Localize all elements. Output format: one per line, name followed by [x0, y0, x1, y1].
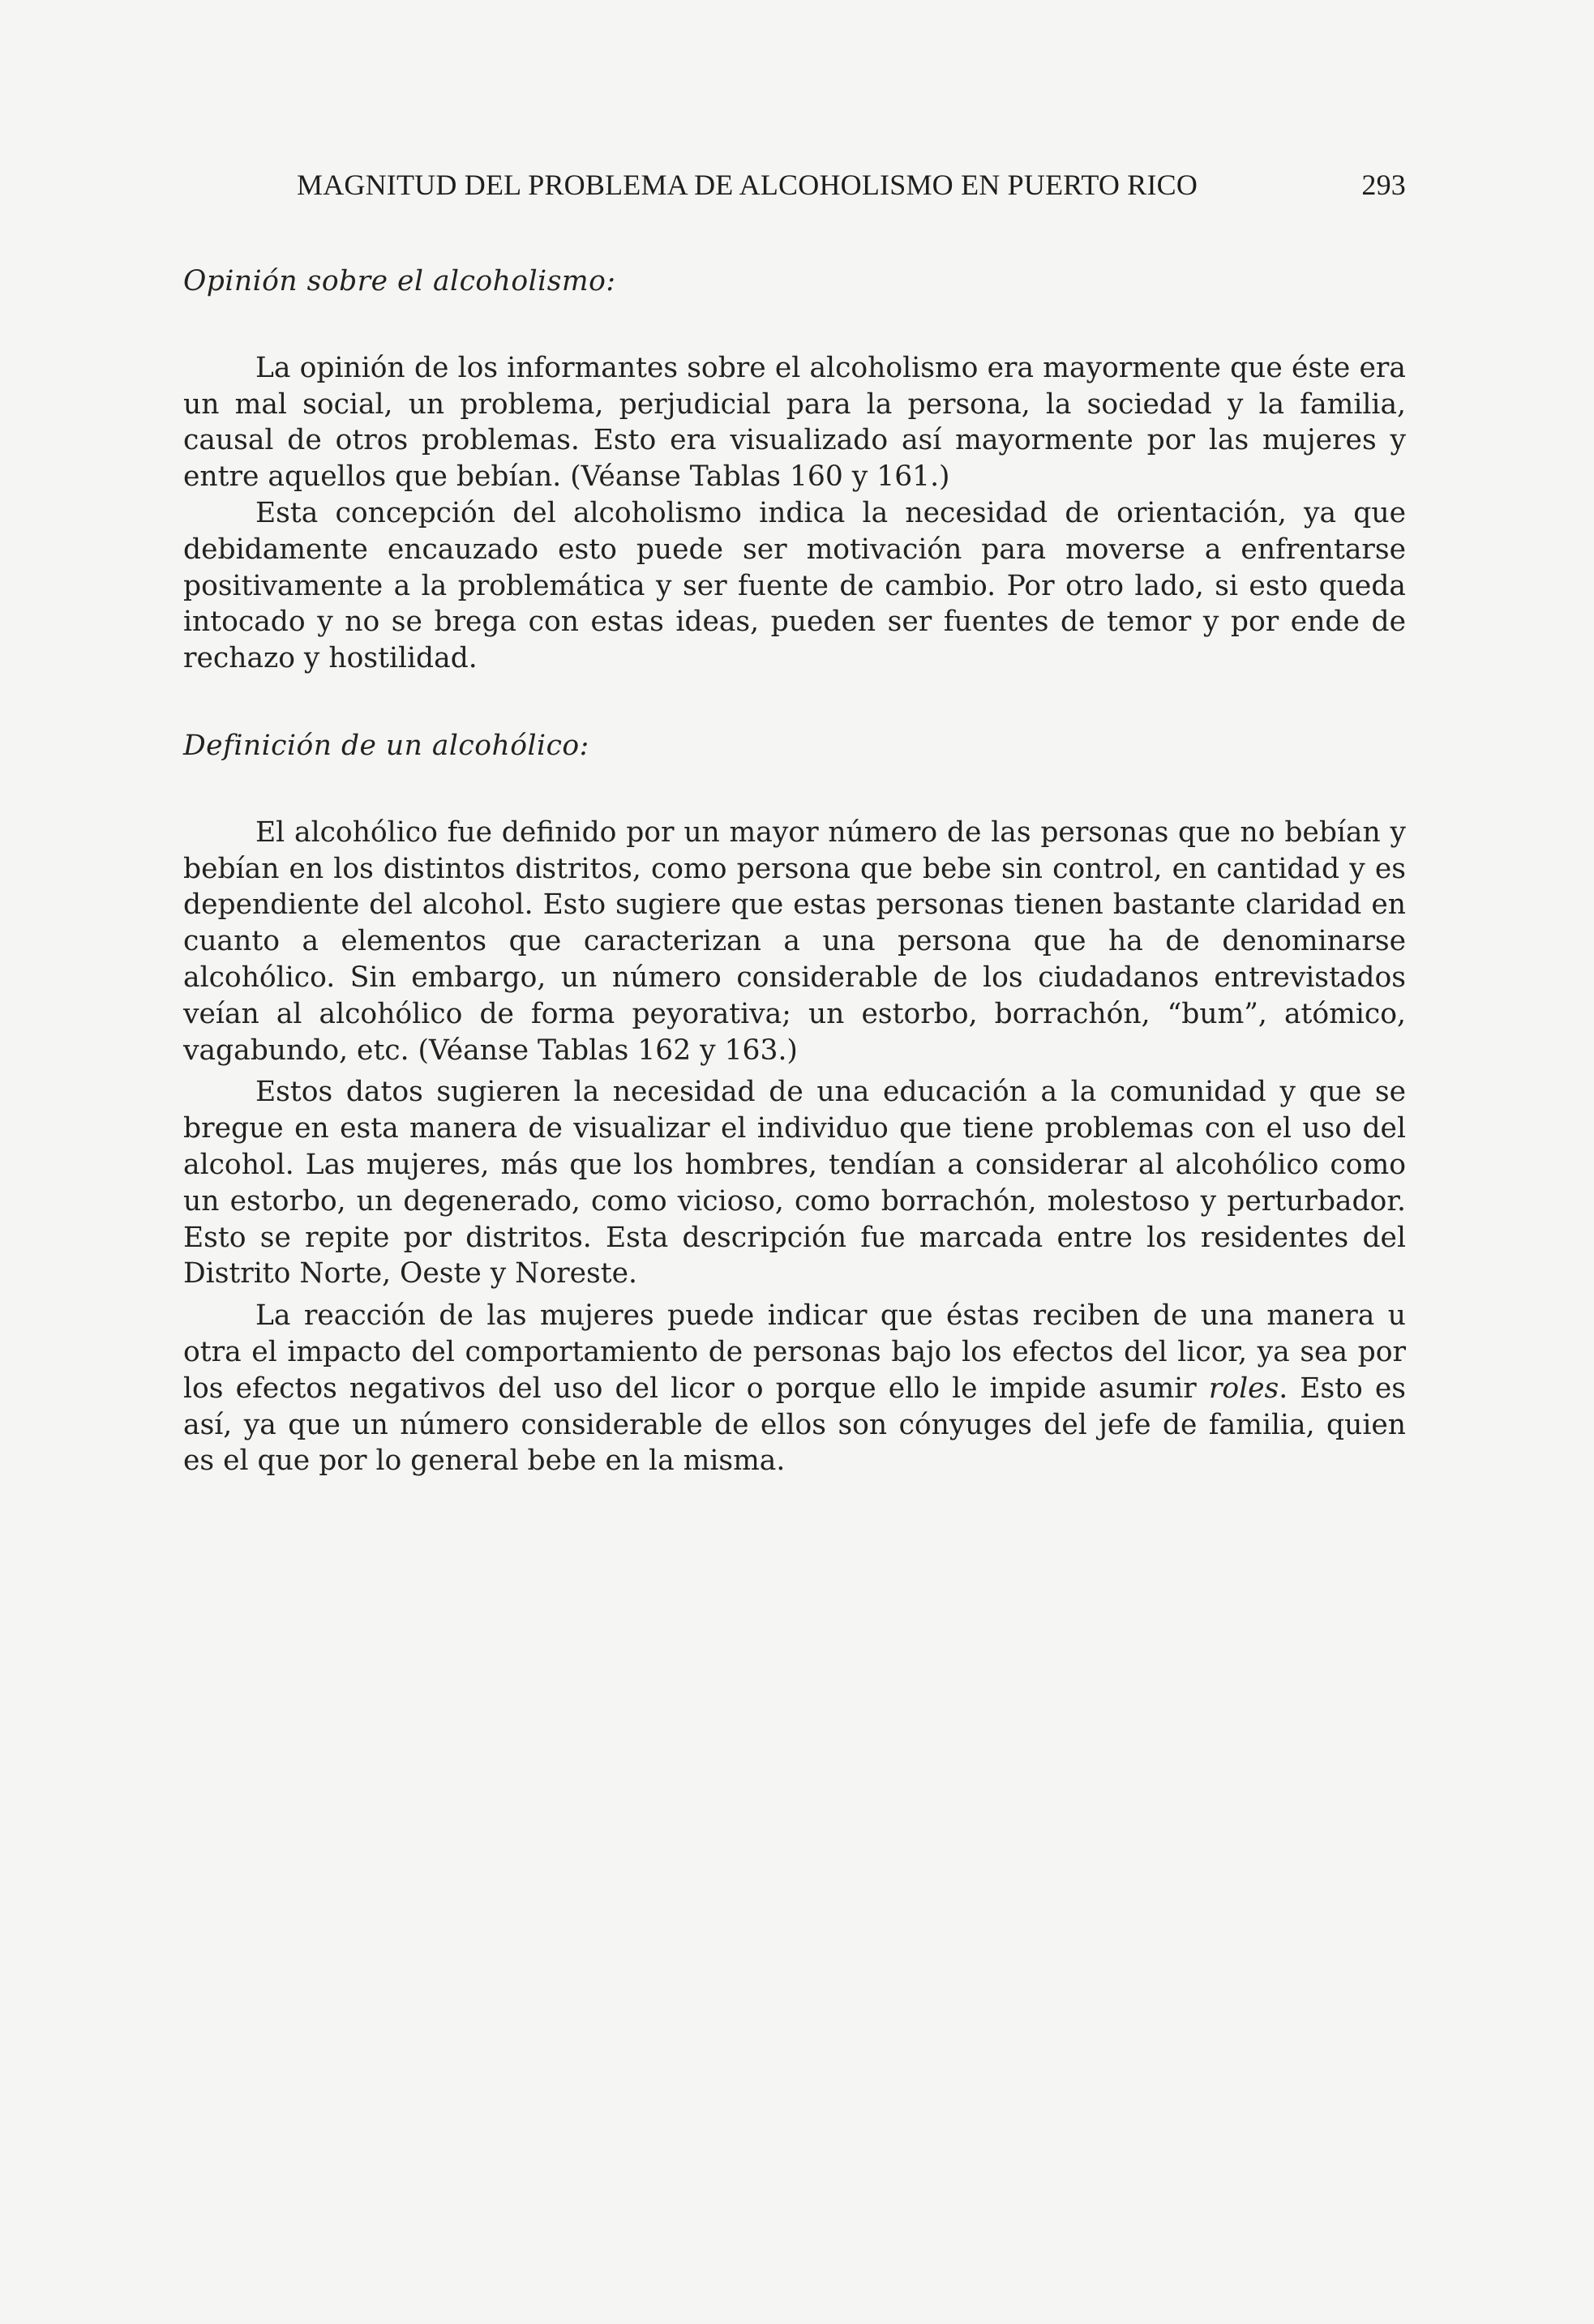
heading-spacer	[183, 300, 1406, 350]
paragraph-definition-3	[183, 1298, 1406, 1479]
paragraph-text-segment: La reacción de las mujeres puede indicar que éstas reciben de una manera u otra el impacto del comportamiento de personas bajo los efectos del licor, ya sea por los efectos negativos del uso del licor o porque ello le impide asumir	[183, 1299, 1406, 1405]
heading-spacer	[183, 764, 1406, 815]
paragraph-opinion-1: La opinión de los informantes sobre el alcoholismo era mayormente que éste era un mal social, un problema, perjudicial para la persona, la sociedad y la familia, causal de otros problemas. Esto era visualizado así mayormente por las mujeres y entre aquellos que bebían. (Véanse Tablas 160 y 161.)	[183, 351, 1406, 494]
running-header-title: MAGNITUD DEL PROBLEMA DE ALCOHOLISMO EN PUERTO RICO	[297, 169, 1198, 201]
paragraph-opinion-2: Esta concepción del alcoholismo indica la necesidad de orientación, ya que debidamente encauzado esto puede ser motivación para moverse a enfrentarse positivamente a la problemática y ser fuente de cambio. Por otro lado, si esto queda intocado y no se brega con estas ideas, pueden ser fuentes de temor y por ende de rechazo y hostilidad.	[183, 496, 1406, 675]
italic-term-roles: roles	[1208, 1372, 1279, 1405]
running-header	[297, 168, 1406, 216]
page-number: 293	[1361, 169, 1406, 201]
section-heading-definition: Definición de un alcohólico:	[183, 729, 589, 762]
paragraph-definition-1: El alcohólico fue definido por un mayor número de las personas que no bebían y bebían en los distintos distritos, como persona que bebe sin control, en cantidad y es dependiente del alcohol. Esto sugiere que estas personas tienen bastante claridad en cuanto a elementos que caracterizan a una persona que ha de denominarse alcohólico. Sin embargo, un número considerable de los ciudadanos entrevistados veían al alcohólico de forma peyorativa; un estorbo, borrachón, “bum”, atómico, vagabundo, etc. (Véanse Tablas 162 y 163.)	[183, 815, 1406, 1067]
section-heading-opinion: Opinión sobre el alcoholismo:	[183, 265, 616, 297]
paragraph-definition-2: Estos datos sugieren la necesidad de una educación a la comunidad y que se bregue en esta manera de visualizar el individuo que tiene problemas con el uso del alcohol. Las mujeres, más que los hombres, tendían a considerar al alcohólico como un estorbo, un degenerado, como vicioso, como borrachón, molestoso y perturbador. Esto se repite por distritos. Esta descripción fue marcada entre los residentes del Distrito Norte, Oeste y Noreste.	[183, 1076, 1406, 1290]
body-text	[183, 263, 1406, 1479]
paragraph-text-segment: . Esto es así, ya que un número considerable de ellos son cónyuges del jefe de familia, quien es el que por lo general bebe en la misma.	[183, 1372, 1407, 1478]
